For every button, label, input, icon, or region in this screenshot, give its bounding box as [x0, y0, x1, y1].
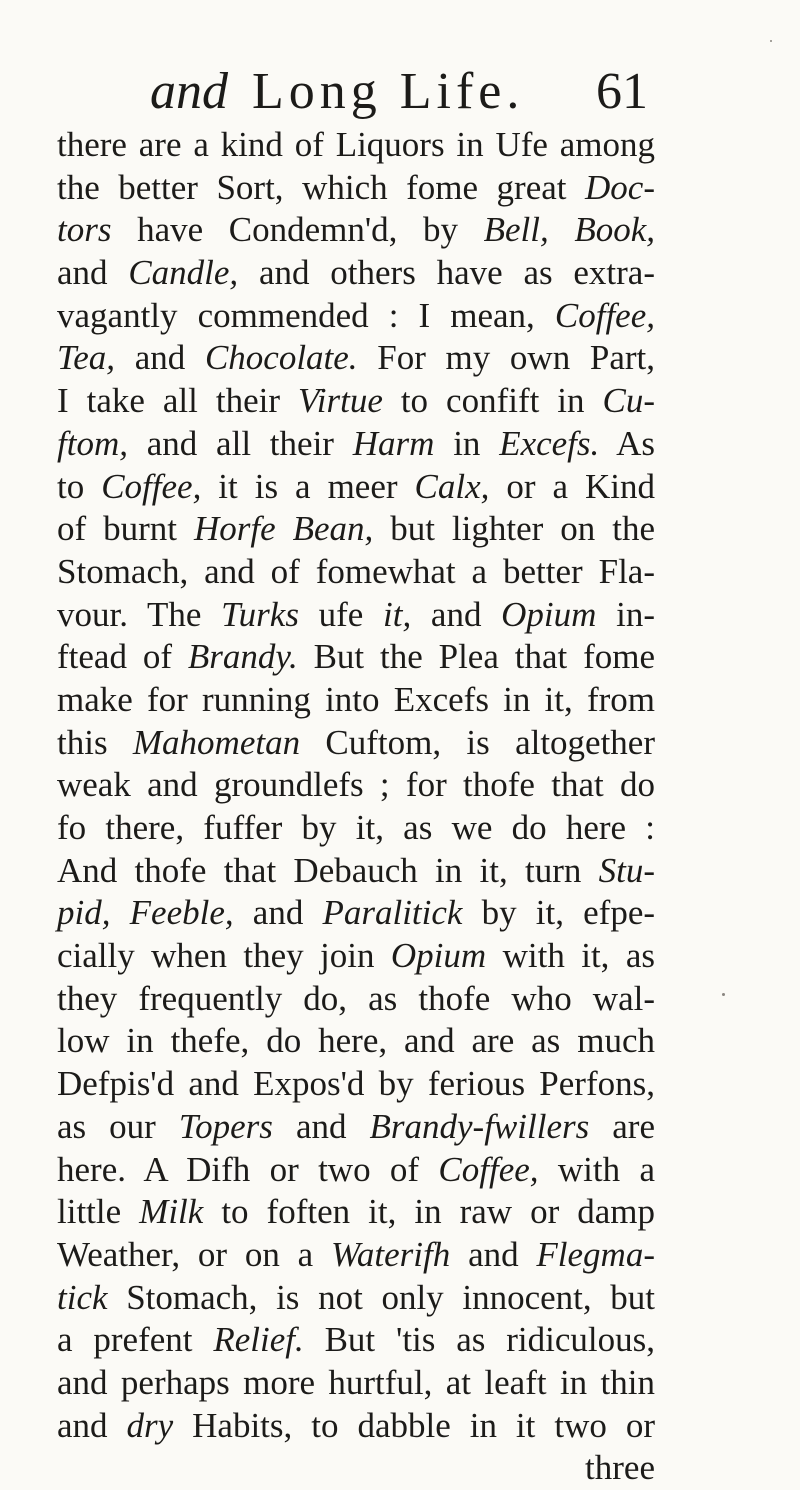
- italic-run: it,: [383, 594, 412, 634]
- italic-run: Mahometan: [132, 722, 301, 762]
- text-run: there are a kind of Liquors in Ufe among: [57, 125, 655, 164]
- text-run: fo there, fuffer by it, as we do here :: [57, 808, 655, 847]
- text-line: [57, 1191, 655, 1234]
- text-line: [57, 722, 655, 765]
- text-run: vagantly commended : I mean,: [57, 295, 555, 335]
- text-run: Stomach, is not only innocent, but: [107, 1277, 655, 1317]
- text-line: [57, 935, 655, 978]
- italic-run: Calx,: [414, 466, 490, 506]
- italic-run: Coffee,: [101, 466, 202, 506]
- italic-run: Feeble,: [129, 893, 234, 933]
- text-run: I take all their: [57, 381, 298, 421]
- text-run: vour. The: [57, 594, 222, 634]
- italic-run: ftom,: [57, 423, 128, 463]
- text-line: [57, 850, 655, 893]
- text-run: and: [115, 338, 205, 378]
- text-run: in-: [596, 594, 655, 634]
- italic-run: tick: [57, 1277, 108, 1317]
- italic-run: Coffee,: [438, 1149, 539, 1189]
- text-line: [57, 1020, 655, 1063]
- text-run: make for running into Excefs in it, from: [57, 679, 655, 719]
- text-run: ufe: [298, 594, 384, 634]
- text-run: to confift in: [382, 381, 603, 421]
- italic-run: tors: [57, 210, 112, 250]
- italic-run: Bell,: [483, 210, 549, 250]
- text-line: [57, 252, 655, 295]
- text-line: [57, 679, 655, 722]
- text-line: [57, 1277, 655, 1320]
- italic-run: Harm: [352, 423, 435, 463]
- text-run: And thofe that Debauch in it, turn: [57, 850, 599, 890]
- text-line: [57, 209, 655, 252]
- text-run: the better Sort, which fome great: [57, 167, 586, 207]
- italic-run: Relief.: [213, 1320, 304, 1360]
- text-run: it is a meer: [201, 466, 415, 506]
- italic-run: pid,: [57, 893, 111, 933]
- text-line: [57, 892, 655, 935]
- text-line: [57, 295, 655, 338]
- running-title: [150, 62, 524, 121]
- text-line: [57, 1234, 655, 1277]
- text-line: [57, 551, 655, 594]
- text-run: by it, efpe-: [462, 893, 656, 933]
- running-title-text: Long Life.: [252, 63, 525, 120]
- italic-run: Opium: [501, 594, 597, 634]
- text-run: and: [57, 253, 129, 293]
- italic-run: Brandy-fwillers: [369, 1106, 590, 1146]
- italic-run: Coffee,: [554, 295, 655, 335]
- text-run: to: [57, 466, 102, 506]
- text-run: As: [599, 423, 656, 463]
- italic-run: Stu-: [598, 850, 655, 890]
- text-line: [57, 1405, 655, 1448]
- text-run: weak and groundlefs ; for thofe that do: [57, 765, 655, 805]
- text-line: [57, 124, 655, 167]
- text-line: [57, 466, 655, 509]
- text-line: [57, 764, 655, 807]
- running-title-prefix: and: [150, 63, 228, 120]
- italic-run: Topers: [178, 1106, 273, 1146]
- italic-run: dry: [126, 1405, 174, 1445]
- paper-speck: [722, 993, 725, 996]
- text-run: they frequently do, as thofe who wal-: [57, 978, 655, 1018]
- italic-run: Doc-: [585, 167, 655, 207]
- italic-run: Horfe Bean,: [193, 509, 374, 549]
- text-line: [57, 636, 655, 679]
- running-head: [0, 62, 800, 122]
- italic-run: Turks: [221, 594, 299, 634]
- text-run: ftead of: [57, 637, 188, 677]
- page-number: 61: [596, 63, 648, 120]
- text-run: [110, 893, 129, 932]
- text-run: cially when they join: [57, 936, 391, 976]
- text-run: or a Kind: [489, 466, 655, 506]
- text-run: Cuftom, is altogether: [300, 722, 655, 762]
- text-line: [57, 1063, 655, 1106]
- text-run: here. A Difh or two of: [57, 1149, 439, 1189]
- text-run: and others have as extra-: [238, 253, 655, 293]
- text-run: this: [57, 722, 133, 762]
- text-line: [57, 423, 655, 466]
- text-run: and: [411, 594, 502, 634]
- text-run: as our: [57, 1106, 179, 1146]
- text-run: to foften it, in raw or damp: [203, 1192, 655, 1232]
- text-run: For my own Part,: [357, 338, 655, 378]
- italic-run: Excefs.: [499, 423, 600, 463]
- text-line: [57, 337, 655, 380]
- text-line: [57, 594, 655, 637]
- text-run: and: [233, 893, 323, 933]
- text-run: and: [57, 1405, 127, 1445]
- text-line: [57, 1106, 655, 1149]
- text-run: But 'tis as ridiculous,: [303, 1320, 655, 1360]
- italic-run: Milk: [139, 1192, 204, 1232]
- text-line: [57, 1319, 655, 1362]
- text-run: [549, 210, 575, 249]
- text-line: [57, 1362, 655, 1405]
- italic-run: Chocolate.: [204, 338, 358, 378]
- text-run: with a: [538, 1149, 655, 1189]
- text-run: and: [272, 1106, 370, 1146]
- body-text: [57, 124, 655, 1490]
- text-run: with it, as: [486, 936, 655, 976]
- text-run: of burnt: [57, 509, 194, 549]
- italic-run: Paralitick: [322, 893, 463, 933]
- italic-run: Cu-: [602, 381, 655, 421]
- text-run: But the Plea that fome: [297, 637, 656, 677]
- text-run: in: [434, 423, 500, 463]
- text-run: a prefent: [57, 1320, 214, 1360]
- italic-run: Flegma-: [536, 1234, 655, 1274]
- text-line: [57, 978, 655, 1021]
- text-run: Habits, to dabble in it two or: [173, 1405, 655, 1445]
- text-line: [57, 807, 655, 850]
- italic-run: Candle,: [128, 253, 239, 293]
- text-run: but lighter on the: [373, 509, 655, 549]
- text-line: [57, 167, 655, 210]
- text-line: [57, 1149, 655, 1192]
- text-run: are: [589, 1106, 655, 1146]
- text-run: Defpis'd and Expos'd by ferious Perfons,: [57, 1064, 655, 1104]
- text-run: little: [57, 1192, 140, 1232]
- text-run: have Condemn'd, by: [111, 210, 484, 250]
- text-line: [57, 508, 655, 551]
- text-run: low in thefe, do here, and are as much: [57, 1021, 655, 1061]
- italic-run: Opium: [390, 936, 487, 976]
- text-run: Weather, or on a: [57, 1234, 331, 1274]
- text-run: and all their: [127, 423, 353, 463]
- catchword: three: [585, 1448, 655, 1488]
- text-run: and: [450, 1234, 537, 1274]
- italic-run: Virtue: [297, 381, 383, 421]
- text-run: and perhaps more hurtful, at leaft in thin: [57, 1362, 655, 1402]
- text-run: Stomach, and of fomewhat a better Fla-: [57, 551, 655, 591]
- italic-run: Waterifh: [330, 1234, 451, 1274]
- text-line: [57, 380, 655, 423]
- italic-run: Brandy.: [187, 637, 298, 677]
- italic-run: Tea,: [57, 338, 116, 378]
- italic-run: Book,: [574, 210, 656, 250]
- paper-speck: [770, 40, 772, 42]
